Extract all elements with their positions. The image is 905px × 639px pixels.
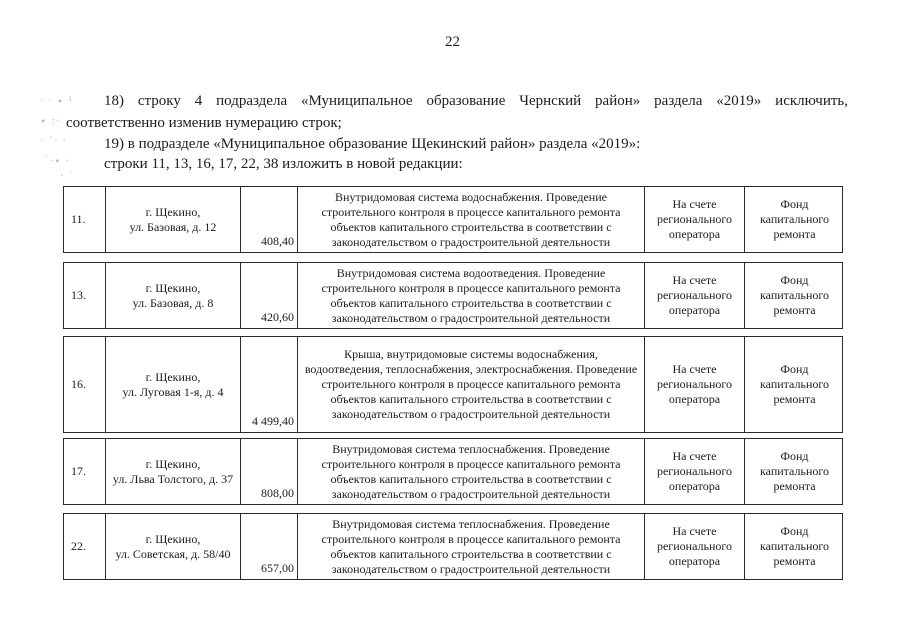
row-address: г. Щекино, ул. Льва Толстого, д. 37 [106, 439, 241, 504]
row-funding-source: Фонд капитального ремонта [760, 273, 829, 317]
row-address: г. Щекино, ул. Луговая 1-я, д. 4 [106, 337, 241, 432]
table-row [63, 438, 843, 505]
page-number: 22 [445, 34, 460, 50]
table-row [63, 186, 843, 253]
row-number: 17. [64, 439, 106, 504]
paragraph-19: 19) в подразделе «Муниципальное образование Щекинский район» раздела «2019»: [104, 136, 641, 152]
row-number: 16. [64, 337, 106, 432]
table-row [63, 262, 843, 329]
row-account: На счете регионального оператора [645, 187, 745, 252]
row-account: На счете регионального оператора [645, 337, 745, 432]
paragraph-18-line2: соответственно изменив нумерацию строк; [66, 115, 342, 131]
table-row [63, 336, 843, 433]
paragraph-19-rows: строки 11, 13, 16, 17, 22, 38 изложить в новой редакции: [104, 156, 463, 172]
row-work-description: Внутридомовая система теплоснабжения. Проведение строительного контроля в процессе капитального ремонта объектов капитального строительства в соответствии с законодательством о градостроительной деятельности [298, 439, 645, 504]
table-row [63, 513, 843, 580]
row-work-description: Внутридомовая система водоотведения. Проведение строительного контроля в процессе капитального ремонта объектов капитального строительства в соответствии с законодательством о градостроительной деятельности [298, 263, 645, 328]
scan-artifact: · ˙ [60, 171, 75, 182]
scan-artifact: · · ∙ ¹ [40, 96, 74, 107]
row-number: 13. [64, 263, 106, 328]
row-funding-source: Фонд капитального ремонта [760, 197, 829, 241]
row-account: На счете регионального оператора [645, 439, 745, 504]
row-address: г. Щекино, ул. Советская, д. 58/40 [106, 514, 241, 579]
row-work-description: Внутридомовая система теплоснабжения. Проведение строительного контроля в процессе капитального ремонта объектов капитального строительства в соответствии с законодательством о градостроительной деятельности [298, 514, 645, 579]
row-amount: 808,00 [241, 439, 298, 504]
row-amount: 420,60 [241, 263, 298, 328]
row-account: На счете регионального оператора [645, 263, 745, 328]
row-address: г. Щекино, ул. Базовая, д. 12 [106, 187, 241, 252]
row-account: На счете регионального оператора [645, 514, 745, 579]
scan-artifact: · ˙· · [40, 136, 67, 147]
row-work-description: Внутридомовая система водоснабжения. Проведение строительного контроля в процессе капитального ремонта объектов капитального строительства в соответствии с законодательством о градостроительной деятельности [298, 187, 645, 252]
row-number: 11. [64, 187, 106, 252]
scan-artifact: ˙·∙ · [44, 156, 70, 167]
paragraph-18-line1: 18) строку 4 подраздела «Муниципальное образование Чернский район» раздела «2019» исключить, [104, 93, 848, 109]
row-work-description: Крыша, внутридомовые системы водоснабжения, водоотведения, теплоснабжения, электроснабжения. Проведение строительного контроля в процессе капитального ремонта объектов капитального строительства в соответствии с законодательством о градостроительной деятельности [298, 337, 645, 432]
row-amount: 408,40 [241, 187, 298, 252]
row-amount: 657,00 [241, 514, 298, 579]
row-number: 22. [64, 514, 106, 579]
row-address: г. Щекино, ул. Базовая, д. 8 [106, 263, 241, 328]
row-amount: 4 499,40 [241, 337, 298, 432]
row-funding-source: Фонд капитального ремонта [760, 362, 829, 406]
row-funding-source: Фонд капитального ремонта [760, 449, 829, 493]
scan-artifact: ∙ :· [40, 116, 60, 127]
row-funding-source: Фонд капитального ремонта [760, 524, 829, 568]
